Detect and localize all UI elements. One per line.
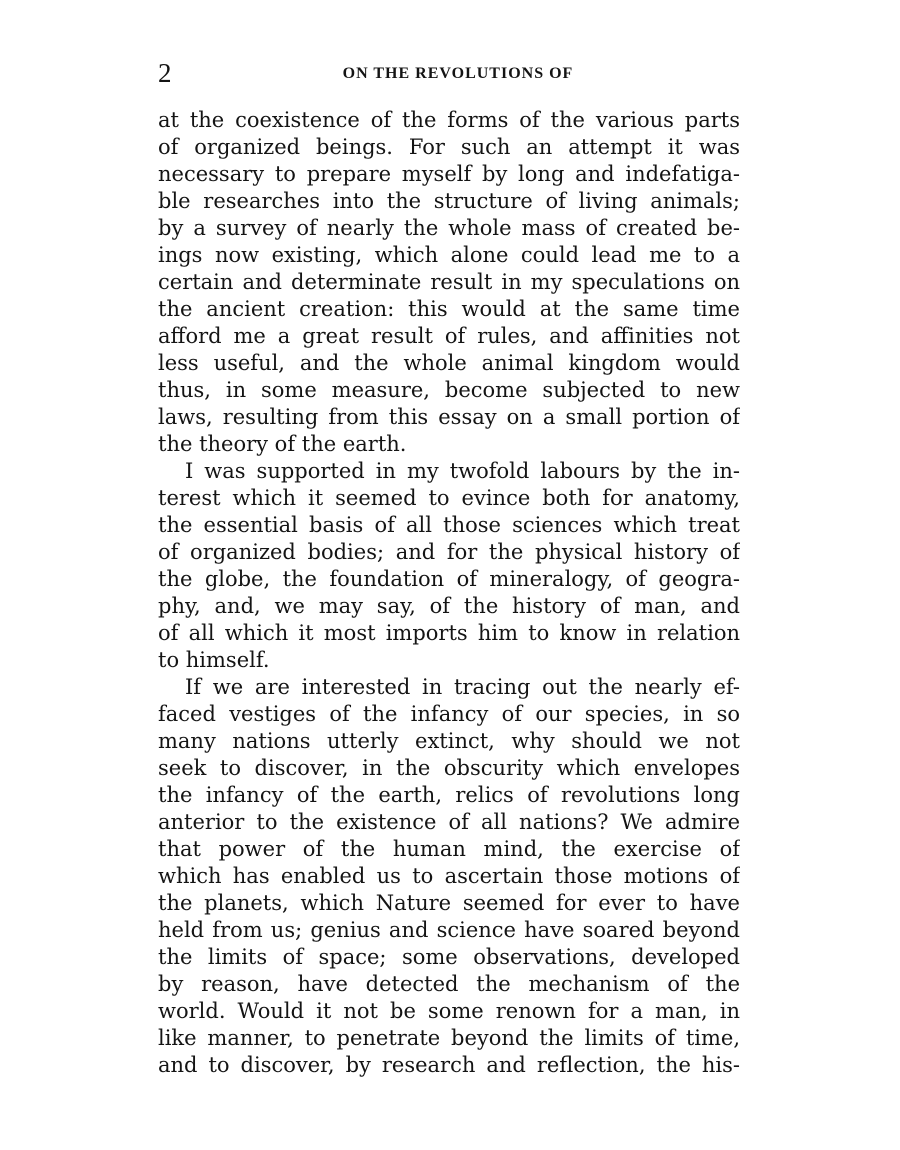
text-line: the ancient creation: this would at the same time [158,297,740,321]
text-line: many nations utterly extinct, why should we not [158,729,740,753]
text-line: anterior to the existence of all nations? We admire [158,810,740,834]
text-line: the globe, the foundation of mineralogy, of geogra- [158,567,740,591]
text-line: which has enabled us to ascertain those motions of [158,864,740,888]
text-line: of organized bodies; and for the physical history of [158,540,740,564]
paragraph-2 [158,458,740,674]
text-line: certain and determinate result in my speculations on [158,270,740,294]
page-number: 2 [158,58,172,88]
text-line: by reason, have detected the mechanism of the [158,972,740,996]
text-line: of organized beings. For such an attempt it was [158,135,740,159]
body-text [158,107,740,1079]
text-line: the theory of the earth. [158,432,407,456]
text-line: of all which it most imports him to know in relation [158,621,740,645]
text-line: by a survey of nearly the whole mass of created be- [158,216,740,240]
text-line: like manner, to penetrate beyond the limits of time, [158,1026,740,1050]
text-line: and to discover, by research and reflection, the his- [158,1053,740,1077]
text-line: less useful, and the whole animal kingdom would [158,351,740,375]
paragraph-3 [158,674,740,1079]
text-line: faced vestiges of the infancy of our species, in so [158,702,740,726]
text-line: ings now existing, which alone could lead me to a [158,243,740,267]
text-line: the limits of space; some observations, developed [158,945,740,969]
text-line: held from us; genius and science have soared beyond [158,918,740,942]
running-head: ON THE REVOLUTIONS OF [342,65,574,82]
text-line: to himself. [158,648,270,672]
text-line: the infancy of the earth, relics of revolutions long [158,783,740,807]
text-line: I was supported in my twofold labours by the in- [185,459,740,483]
text-line: terest which it seemed to evince both for anatomy, [158,486,740,510]
text-line: laws, resulting from this essay on a small portion of [158,405,740,429]
text-line: the essential basis of all those sciences which treat [158,513,740,537]
text-line: necessary to prepare myself by long and indefatiga- [158,162,740,186]
text-line: at the coexistence of the forms of the various parts [158,108,740,132]
text-line: afford me a great result of rules, and affinities not [158,324,740,348]
paragraph-1 [158,107,740,458]
text-line: that power of the human mind, the exercise of [158,837,740,861]
text-line: world. Would it not be some renown for a man, in [158,999,740,1023]
text-line: seek to discover, in the obscurity which envelopes [158,756,740,780]
text-line: the planets, which Nature seemed for ever to have [158,891,740,915]
text-line: If we are interested in tracing out the nearly ef- [185,675,740,699]
text-line: ble researches into the structure of living animals; [158,189,740,213]
page-header [158,58,738,88]
text-line: phy, and, we may say, of the history of man, and [158,594,740,618]
text-line: thus, in some measure, become subjected to new [158,378,740,402]
